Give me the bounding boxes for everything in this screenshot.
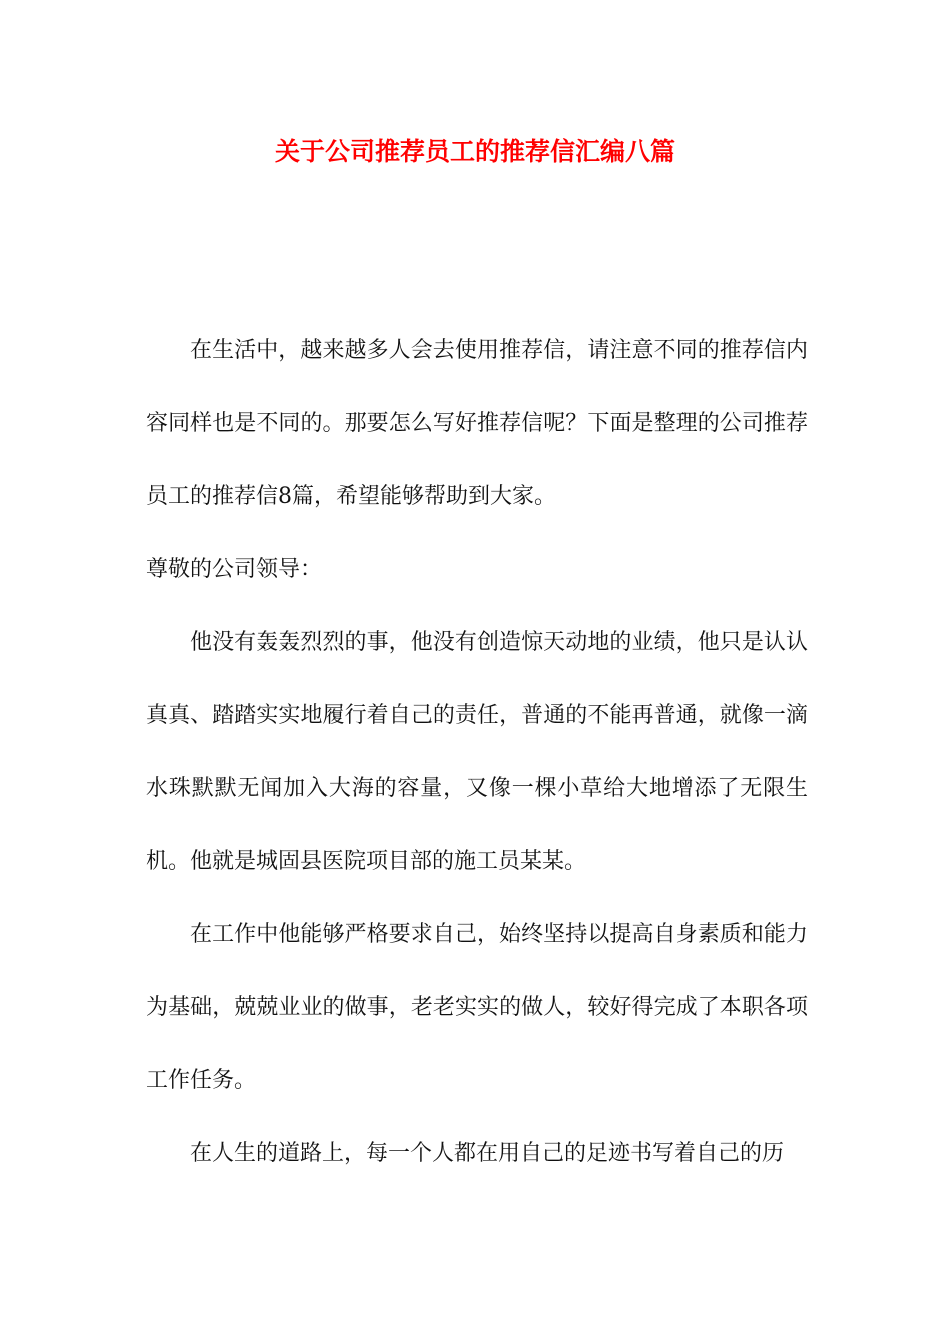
- document-title: 关于公司推荐员工的推荐信汇编八篇: [274, 137, 675, 166]
- paragraph-description: 他没有轰轰烈烈的事，他没有创造惊天动地的业绩，他只是认认真真、踏踏实实地履行着自己的责任，普通的不能再普通，就像一滴水珠默默无闻加入大海的容量，又像一棵小草给大地增添了无限生机。他就是城固县医院项目部的施工员某某。: [146, 630, 808, 874]
- document-body: [146, 314, 808, 1190]
- paragraph-intro: 在生活中，越来越多人会去使用推荐信，请注意不同的推荐信内容同样也是不同的。那要怎么写好推荐信呢？下面是整理的公司推荐员工的推荐信8篇，希望能够帮助到大家。: [146, 338, 808, 509]
- paragraph-salutation: 尊敬的公司领导：: [146, 557, 323, 582]
- paragraph-life: 在人生的道路上，每一个人都在用自己的足迹书写着自己的历: [190, 1141, 785, 1166]
- paragraph-work: 在工作中他能够严格要求自己，始终坚持以提高自身素质和能力为基础，兢兢业业的做事，老老实实的做人，较好得完成了本职各项工作任务。: [146, 922, 808, 1093]
